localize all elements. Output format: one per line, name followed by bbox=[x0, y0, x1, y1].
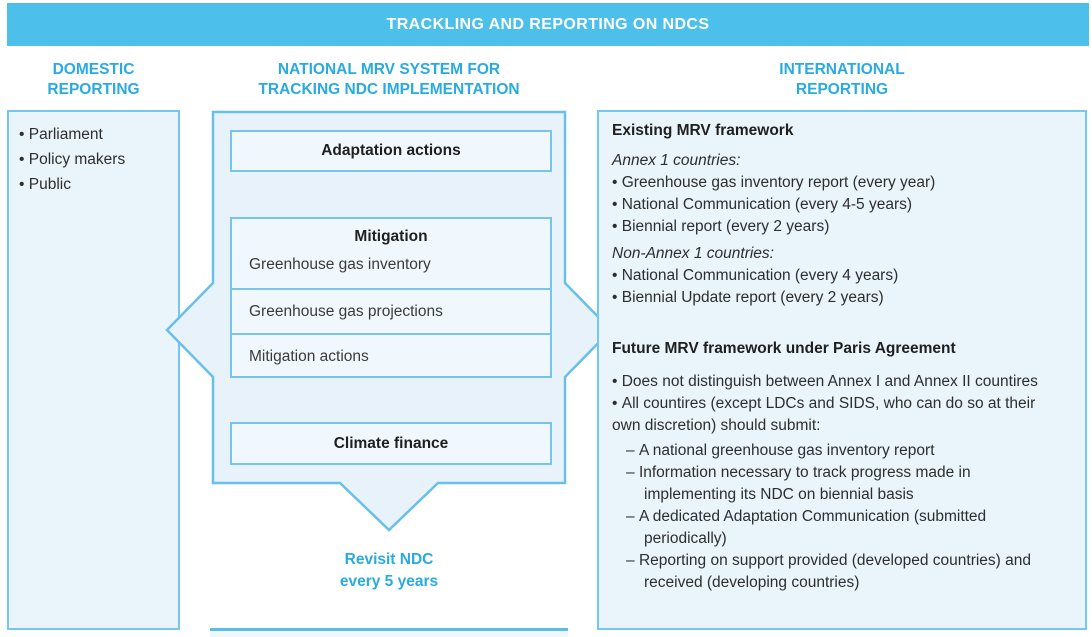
domestic-header-line1: DOMESTIC bbox=[52, 61, 135, 78]
cutoff-box-top-edge bbox=[210, 628, 568, 637]
future-mrv-heading: Future MRV framework under Paris Agreement bbox=[612, 340, 956, 357]
revisit-line2: every 5 years bbox=[339, 573, 439, 590]
annex1-list-item: • National Communication (every 4-5 years) bbox=[612, 194, 1067, 216]
national-header-line2: TRACKING NDC IMPLEMENTATION bbox=[258, 81, 520, 98]
adaptation-actions-box bbox=[230, 130, 552, 172]
domestic-list-item: • Public bbox=[19, 172, 170, 197]
annex1-list-item: • Biennial report (every 2 years) bbox=[612, 216, 1067, 238]
nonannex1-list bbox=[612, 265, 1067, 309]
international-reporting-box bbox=[597, 110, 1087, 630]
domestic-list-item: • Parliament bbox=[19, 122, 170, 147]
mitigation-title: Mitigation bbox=[354, 228, 428, 245]
future-bullet-list bbox=[612, 371, 1067, 437]
mitigation-row-ghg-projections-cell bbox=[232, 288, 550, 333]
nonannex1-list-item: • National Communication (every 4 years) bbox=[612, 265, 1067, 287]
mitigation-row-ghg-inventory: Greenhouse gas inventory bbox=[249, 256, 431, 273]
national-header-line1: NATIONAL MRV SYSTEM FOR bbox=[277, 61, 501, 78]
future-bullet-item: • Does not distinguish between Annex I and Annex II countires bbox=[612, 371, 1067, 393]
annex1-list-item: • Greenhouse gas inventory report (every year) bbox=[612, 172, 1067, 194]
mitigation-first-cell bbox=[232, 219, 550, 288]
nonannex1-label: Non-Annex 1 countries: bbox=[612, 245, 774, 262]
annex1-list bbox=[612, 172, 1067, 238]
future-dash-item: – A dedicated Adaptation Communication (submitted periodically) bbox=[612, 506, 1067, 550]
future-dash-item: – A national greenhouse gas inventory report bbox=[612, 440, 1067, 462]
adaptation-actions-label: Adaptation actions bbox=[321, 142, 461, 159]
future-bullet-item: • All countires (except LDCs and SIDS, who can do so at their own discretion) should submit: bbox=[612, 393, 1067, 437]
international-header-line1: INTERNATIONAL bbox=[779, 61, 905, 78]
existing-mrv-heading: Existing MRV framework bbox=[612, 122, 794, 139]
future-dash-list bbox=[612, 440, 1067, 594]
climate-finance-box bbox=[230, 422, 552, 465]
international-header-line2: REPORTING bbox=[795, 81, 889, 98]
mitigation-row-ghg-projections: Greenhouse gas projections bbox=[249, 302, 443, 320]
climate-finance-label: Climate finance bbox=[333, 434, 449, 452]
diagram-title: TRACKLING AND REPORTING ON NDCS bbox=[386, 15, 710, 33]
revisit-line1: Revisit NDC bbox=[344, 551, 434, 568]
future-dash-item: – Reporting on support provided (developed countries) and received (developing countries) bbox=[612, 550, 1067, 594]
domestic-header-line2: REPORTING bbox=[47, 81, 140, 98]
mitigation-row-actions: Mitigation actions bbox=[249, 347, 369, 365]
revisit-ndc-caption bbox=[213, 549, 565, 593]
mitigation-row-actions-cell bbox=[232, 333, 550, 378]
mitigation-box bbox=[230, 217, 552, 378]
future-dash-item: – Information necessary to track progress made in implementing its NDC on biennial basis bbox=[612, 462, 1067, 506]
domestic-list-item: • Policy makers bbox=[19, 147, 170, 172]
nonannex1-list-item: • Biennial Update report (every 2 years) bbox=[612, 287, 1067, 309]
annex1-label: Annex 1 countries: bbox=[612, 152, 741, 169]
